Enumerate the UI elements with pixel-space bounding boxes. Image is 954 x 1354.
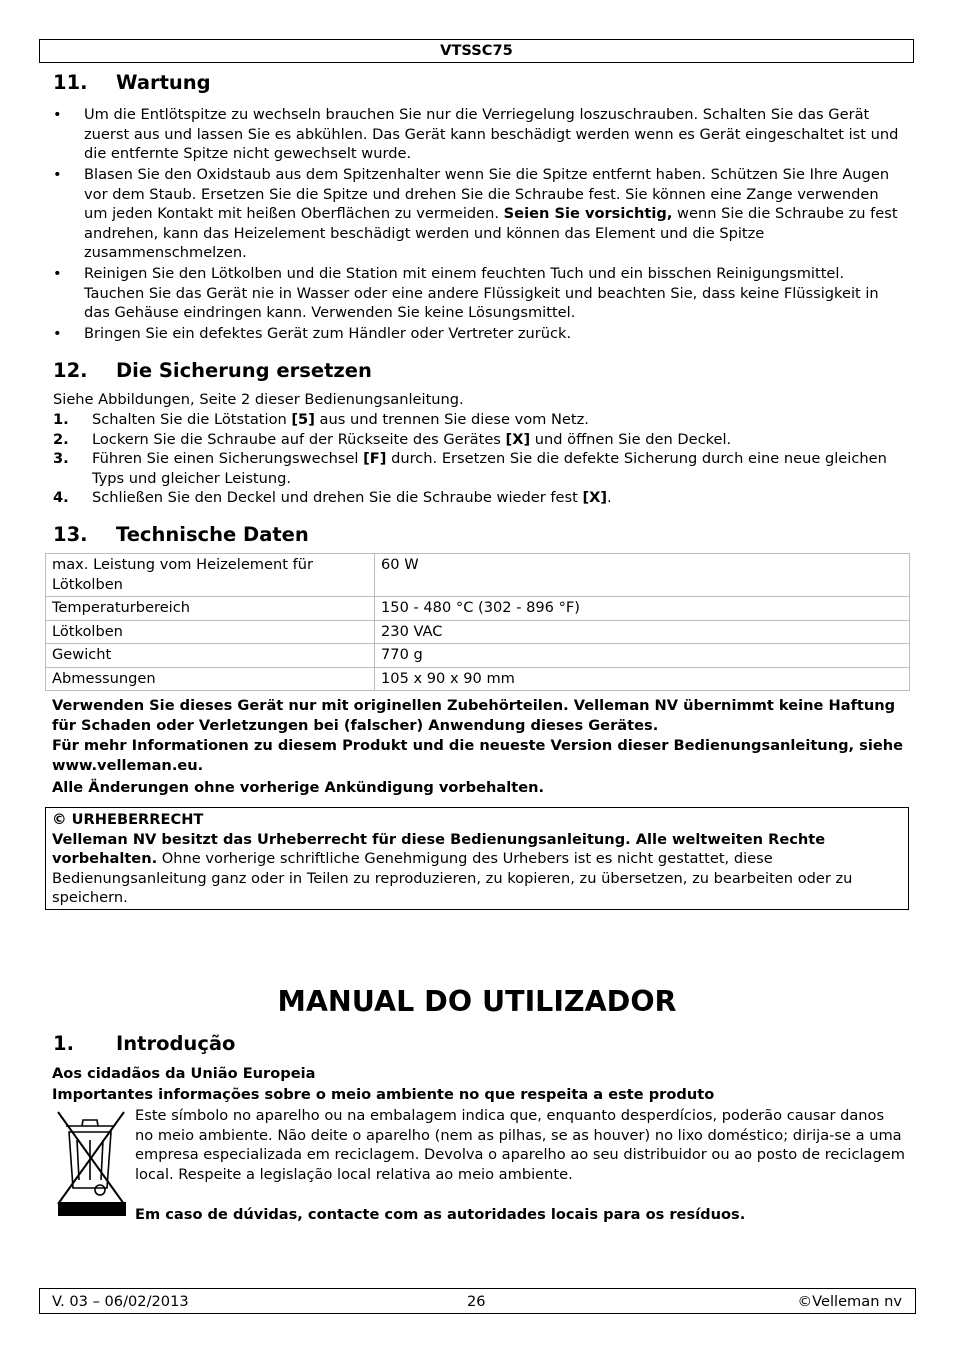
weee-body-text: Este símbolo no aparelho ou na embalagem indica que, enquanto desperdícios, poderão causar danos no meio ambiente. Não deite o aparelho (nem as pilhas, se as houver) no lixo doméstico; dirija-se a uma empresa especializada em reciclagem. Devolva o aparelho ao seu distribuidor ou ao posto de reciclagem local. Respeite a legislação local relativa ao meio ambiente. [135, 1107, 905, 1183]
model-number: VTSSC75 [440, 42, 513, 59]
step-number: 2. [53, 430, 69, 448]
step-text: Führen Sie einen Sicherungswechsel [92, 450, 364, 467]
table-row [46, 620, 910, 644]
list-item-text: Reinigen Sie den Lötkolben und die Station mit einem feuchten Tuch und ein bisschen Reinigungsmittel. Tauchen Sie das Gerät nie in Wasser oder eine andere Flüssigkeit und beachten Sie, dass keine Flüssigkeit in das Gehäuse eindringen kann. Verwenden Sie keine Lösungsmittel. [84, 265, 879, 321]
step-number: 3. [53, 450, 69, 467]
section-number: 11. [53, 71, 88, 94]
step-number: 1. [53, 411, 69, 428]
step-text: Lockern Sie die Schraube auf der Rückseite des Gerätes [92, 430, 506, 448]
step-ref: [5] [291, 411, 315, 428]
section-11-heading [53, 71, 211, 95]
copyright-box [45, 807, 909, 910]
spec-value: 60 W [375, 554, 910, 597]
copyright-body: Ohne vorherige schriftliche Genehmigung des Urhebers ist es nicht gestattet, diese Bedienungsanleitung ganz oder in Teilen zu reproduzieren, zu kopieren, zu übersetzen, zu bearbeiten oder zu speichern. [52, 850, 853, 906]
pt-section-1-heading [53, 1032, 235, 1056]
more-info-notice: Für mehr Informationen zu diesem Produkt und die neueste Version dieser Bedienungsanleitung, siehe www.velleman.eu. [52, 737, 904, 774]
step-text: Schalten Sie die Lötstation [92, 411, 292, 428]
accessories-notice: Verwenden Sie dieses Gerät nur mit originellen Zubehörteilen. Velleman NV übernimmt keine Haftung für Schaden oder Verletzungen bei (falscher) Anwendung dieses Gerätes. [52, 697, 896, 734]
spec-key: Abmessungen [46, 667, 375, 691]
spec-value: 230 VAC [375, 620, 910, 644]
step-item [53, 410, 903, 430]
eu-citizens-heading: Aos cidadãos da União Europeia [52, 1065, 316, 1082]
section-title: Wartung [116, 71, 211, 94]
weee-crossed-bin-icon [52, 1106, 130, 1218]
list-item [53, 105, 903, 164]
section-13-heading [53, 523, 309, 547]
list-item [53, 324, 903, 344]
list-item-text: Blasen Sie den Oxidstaub aus dem Spitzenhalter wenn Sie die Spitze entfernt haben. Schützen Sie Ihre Augen vor dem Staub. Ersetzen Sie die Spitze und drehen Sie die Schraube fest. Sie können eine Zange verwenden um jeden Kontakt mit heißen Oberflächen zu vermeiden. [84, 166, 890, 222]
list-item-text: Um die Entlötspitze zu wechseln brauchen Sie nur die Verriegelung loszuschrauben. Schalten Sie das Gerät zuerst aus und lassen Sie es abkühlen. Das Gerät kann beschädigt werden wenn es Gerät eingeschaltet ist und die entfernte Spitze nicht gewechselt wurde. [84, 106, 899, 162]
step-item [53, 488, 903, 508]
manual-title: MANUAL DO UTILIZADOR [277, 985, 677, 1018]
caution-text: Seien Sie vorsichtig, [503, 205, 673, 222]
page-footer [39, 1288, 916, 1314]
maintenance-list [53, 105, 903, 345]
list-item [53, 165, 903, 263]
step-text: . [607, 489, 612, 506]
fuse-steps-list [53, 410, 903, 508]
list-item [53, 264, 903, 323]
list-item-text: Bringen Sie ein defektes Gerät zum Händler oder Vertreter zurück. [84, 325, 572, 342]
version-date: V. 03 – 06/02/2013 [52, 1293, 189, 1310]
section-number: 13. [53, 523, 88, 546]
step-number: 4. [53, 489, 69, 506]
list-item-text: wenn Sie die Schraube zu fest andrehen, kann das Heizelement beschädigt werden und können das Element und die Spitze zusammenschmelzen. [84, 205, 898, 261]
section-title: Technische Daten [116, 523, 309, 546]
changes-notice: Alle Änderungen ohne vorherige Ankündigung vorbehalten. [52, 779, 545, 796]
spec-key: Gewicht [46, 644, 375, 668]
step-ref: [X] [582, 489, 608, 506]
table-row [46, 597, 910, 621]
step-ref: [F] [363, 450, 387, 467]
table-row [46, 667, 910, 691]
copyright-heading: © URHEBERRECHT [52, 811, 204, 828]
step-item [53, 430, 903, 450]
section-number: 1. [53, 1032, 74, 1055]
step-text: durch. Ersetzen Sie die defekte Sicherung durch eine neue gleichen Typs und gleicher Leistung. [92, 450, 887, 487]
table-row [46, 644, 910, 668]
section-12-heading [53, 359, 372, 383]
specifications-table [45, 553, 910, 691]
spec-key: Lötkolben [46, 620, 375, 644]
page-number: 26 [467, 1293, 486, 1310]
step-text: aus und trennen Sie diese vom Netz. [314, 411, 589, 428]
section-intro: Siehe Abbildungen, Seite 2 dieser Bedienungsanleitung. [53, 391, 464, 408]
environment-heading: Importantes informações sobre o meio ambiente no que respeita a este produto [52, 1086, 715, 1103]
page-header [39, 39, 914, 63]
spec-key: max. Leistung vom Heizelement für Lötkolben [46, 554, 375, 597]
section-title: Die Sicherung ersetzen [116, 359, 372, 382]
step-item [53, 449, 903, 488]
step-text: Schließen Sie den Deckel und drehen Sie die Schraube wieder fest [92, 489, 583, 506]
step-ref: [X] [505, 430, 531, 448]
spec-value: 150 - 480 °C (302 - 896 °F) [375, 597, 910, 621]
step-text: und öffnen Sie den Deckel. [530, 430, 732, 448]
section-title: Introdução [116, 1032, 236, 1055]
footer-copyright: ©Velleman nv [797, 1293, 902, 1310]
spec-value: 770 g [375, 644, 910, 668]
table-row [46, 554, 910, 597]
spec-key: Temperaturbereich [46, 597, 375, 621]
weee-closing-text: Em caso de dúvidas, contacte com as autoridades locais para os resíduos. [135, 1206, 746, 1223]
spec-value: 105 x 90 x 90 mm [375, 667, 910, 691]
copyright-bold: Velleman NV besitzt das Urheberrecht für diese Bedienungsanleitung. Alle weltweiten Rechte vorbehalten. [52, 830, 826, 867]
section-number: 12. [53, 359, 88, 382]
copyright-text [52, 830, 902, 908]
